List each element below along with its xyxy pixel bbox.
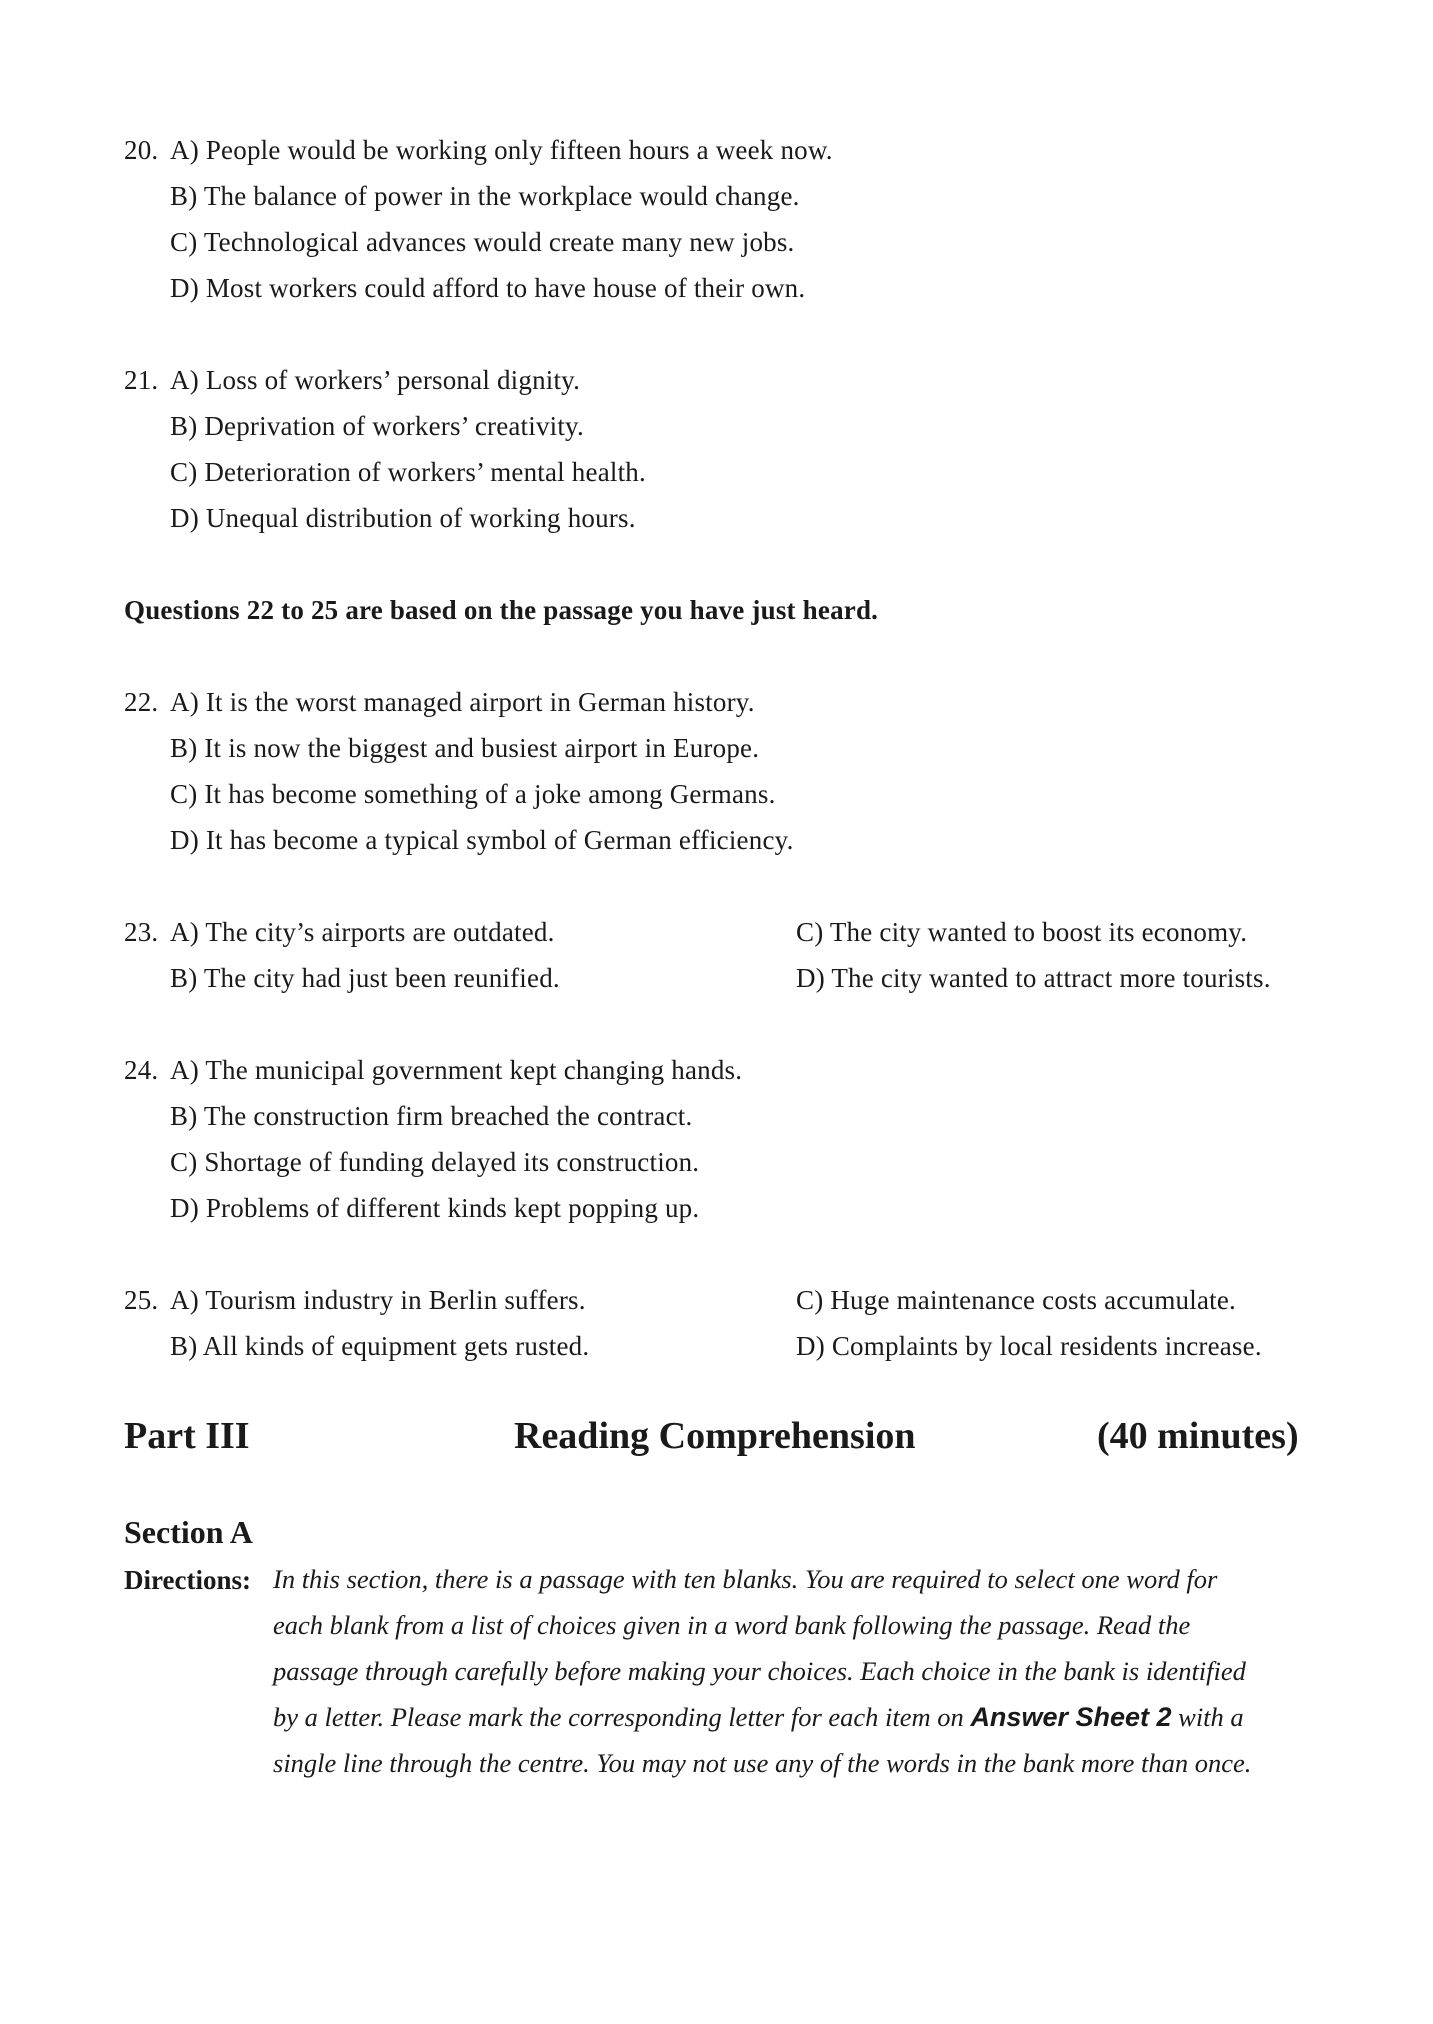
section-title: Section A <box>124 1514 253 1550</box>
option-d: D) Problems of different kinds kept popping up. <box>170 1193 700 1223</box>
option-d: D) It has become a typical symbol of German efficiency. <box>170 825 794 855</box>
directions-line: In this section, there is a passage with ten blanks. You are required to select one word for <box>273 1564 1218 1594</box>
option-b: B) All kinds of equipment gets rusted. <box>170 1331 590 1361</box>
option-b: B) Deprivation of workers’ creativity. <box>170 411 584 441</box>
option-b: B) The balance of power in the workplace would change. <box>170 181 800 211</box>
option-c: C) It has become something of a joke among Germans. <box>170 779 776 809</box>
option-a: A) It is the worst managed airport in German history. <box>170 687 755 717</box>
option-c: C) The city wanted to boost its economy. <box>796 917 1248 947</box>
option-d: D) Most workers could afford to have house of their own. <box>170 273 806 303</box>
option-a: A) Tourism industry in Berlin suffers. <box>170 1285 586 1315</box>
part-time: (40 minutes) <box>1097 1415 1299 1457</box>
option-b: B) The city had just been reunified. <box>170 963 560 993</box>
option-c: C) Huge maintenance costs accumulate. <box>796 1285 1236 1315</box>
option-c: C) Technological advances would create many new jobs. <box>170 227 795 257</box>
directions-line: each blank from a list of choices given in a word bank following the passage. Read the <box>273 1610 1191 1640</box>
directions-line: passage through carefully before making your choices. Each choice in the bank is identified <box>273 1656 1246 1686</box>
directions-label: Directions: <box>124 1565 251 1595</box>
option-b: B) The construction firm breached the contract. <box>170 1101 693 1131</box>
option-d: D) The city wanted to attract more tourists. <box>796 963 1271 993</box>
question-number: 21. <box>124 365 159 395</box>
directions-line-part: by a letter. Please mark the corresponding letter for each item on <box>273 1702 971 1732</box>
option-a: A) The municipal government kept changing hands. <box>170 1055 743 1085</box>
question-number: 24. <box>124 1055 159 1085</box>
option-d: D) Unequal distribution of working hours. <box>170 503 636 533</box>
option-c: C) Shortage of funding delayed its construction. <box>170 1147 700 1177</box>
option-a: A) The city’s airports are outdated. <box>170 917 555 947</box>
question-group-note: Questions 22 to 25 are based on the passage you have just heard. <box>124 595 879 625</box>
question-number: 23. <box>124 917 159 947</box>
directions-line-part: with a <box>1171 1702 1244 1732</box>
part-title: Reading Comprehension <box>514 1415 916 1457</box>
question-number: 22. <box>124 687 159 717</box>
directions-line <box>273 1694 1244 1740</box>
question-number: 20. <box>124 135 159 165</box>
option-a: A) People would be working only fifteen hours a week now. <box>170 135 833 165</box>
option-d: D) Complaints by local residents increase. <box>796 1331 1262 1361</box>
question-number: 25. <box>124 1285 159 1315</box>
option-a: A) Loss of workers’ personal dignity. <box>170 365 581 395</box>
part-label: Part III <box>124 1415 250 1457</box>
directions-line: single line through the centre. You may not use any of the words in the bank more than once. <box>273 1748 1252 1778</box>
option-c: C) Deterioration of workers’ mental health. <box>170 457 646 487</box>
answer-sheet-reference: Answer Sheet 2 <box>970 1702 1172 1732</box>
option-b: B) It is now the biggest and busiest airport in Europe. <box>170 733 760 763</box>
